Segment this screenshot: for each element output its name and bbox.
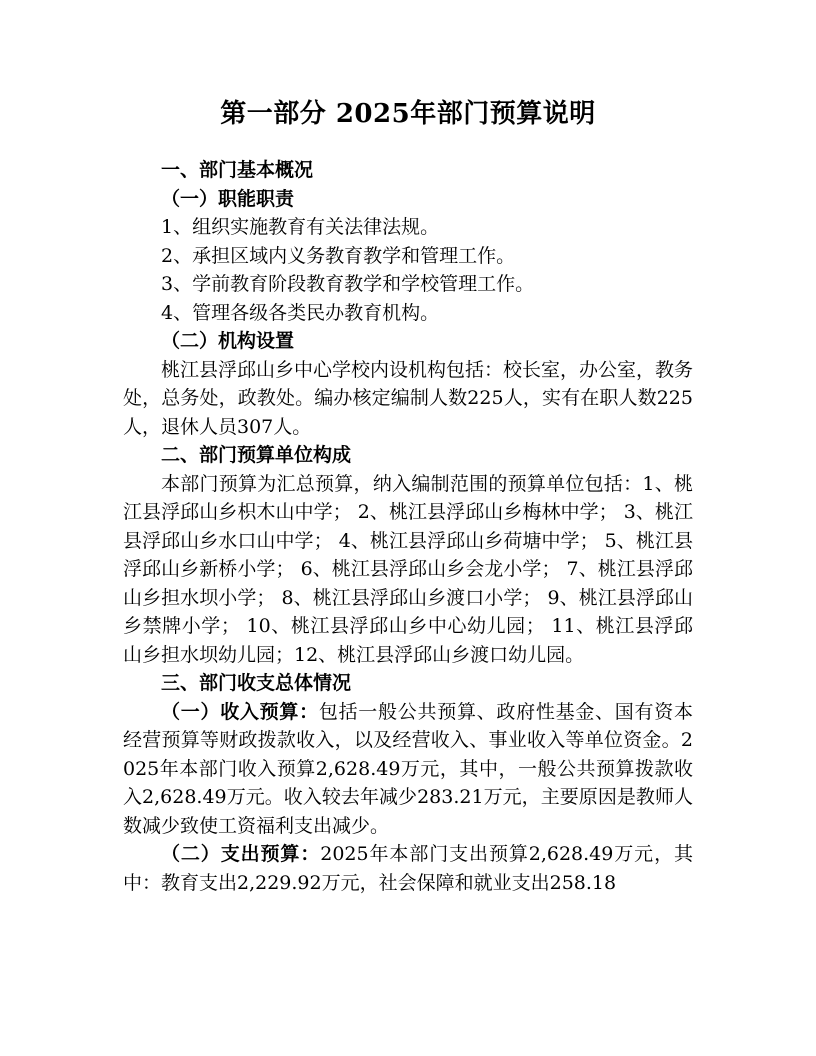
income-budget-lead: （一）收入预算： (161, 700, 319, 723)
section-heading-overall-revenue-expenditure: 三、部门收支总体情况 (161, 672, 352, 694)
expense-budget-lead: （二）支出预算： (161, 843, 321, 865)
expense-budget-paragraph (123, 840, 693, 897)
section-heading-budget-units: 二、部门预算单位构成 (161, 444, 352, 466)
page-title: 第一部分 2025年部门预算说明 (220, 99, 596, 129)
function-item-2: 2、承担区域内义务教育教学和管理工作。 (161, 244, 516, 267)
function-item-1: 1、组织实施教育有关法律法规。 (161, 216, 440, 238)
function-item-4: 4、管理各级各类民办教育机构。 (161, 301, 440, 324)
income-budget-text: 包括一般公共预算、政府性基金、国有资本经营预算等财政拨款收入，以及经营收入、事业收入等单位资金。2025年本部门收入预算2,628.49万元，其中，一般公共预算拨款收入2,628.49万元。收入较去年减少283.21万元，主要原因是教师人数减少致使工资福利支出减少。 (123, 700, 693, 837)
document-body (123, 156, 693, 897)
expense-budget-text: 2025年本部门支出预算2,628.49万元，其中：教育支出2,229.92万元，社会保障和就业支出258.18 (123, 843, 693, 894)
subsection-heading-organization: （二）机构设置 (161, 330, 295, 352)
income-budget-paragraph (123, 698, 693, 841)
organization-paragraph: 桃江县浮邱山乡中心学校内设机构包括：校长室，办公室，教务处，总务处，政教处。编办核定编制人数225人，实有在职人数225人，退休人员307人。 (123, 358, 694, 438)
function-item-3: 3、学前教育阶段教育教学和学校管理工作。 (161, 273, 535, 295)
budget-units-paragraph: 本部门预算为汇总预算，纳入编制范围的预算单位包括：1、桃江县浮邱山乡枳木山中学； 2、桃江县浮邱山乡梅林中学； 3、桃江县浮邱山乡水口山中学； 4、桃江县浮邱山乡荷塘中学； 5、桃江县浮邱山乡新桥小学； 6、桃江县浮邱山乡会龙小学； 7、桃江县浮邱山乡担水坝小学； 8、桃江县浮邱山乡渡口小学； 9、桃江县浮邱山乡禁牌小学； 10、桃江县浮邱山乡中心幼儿园； 11、桃江县浮邱山乡担水坝幼儿园；12、桃江县浮邱山乡渡口幼儿园。 (123, 472, 693, 666)
subsection-heading-functions: （一）职能职责 (161, 187, 295, 210)
section-heading-basic-overview: 一、部门基本概况 (161, 159, 314, 181)
